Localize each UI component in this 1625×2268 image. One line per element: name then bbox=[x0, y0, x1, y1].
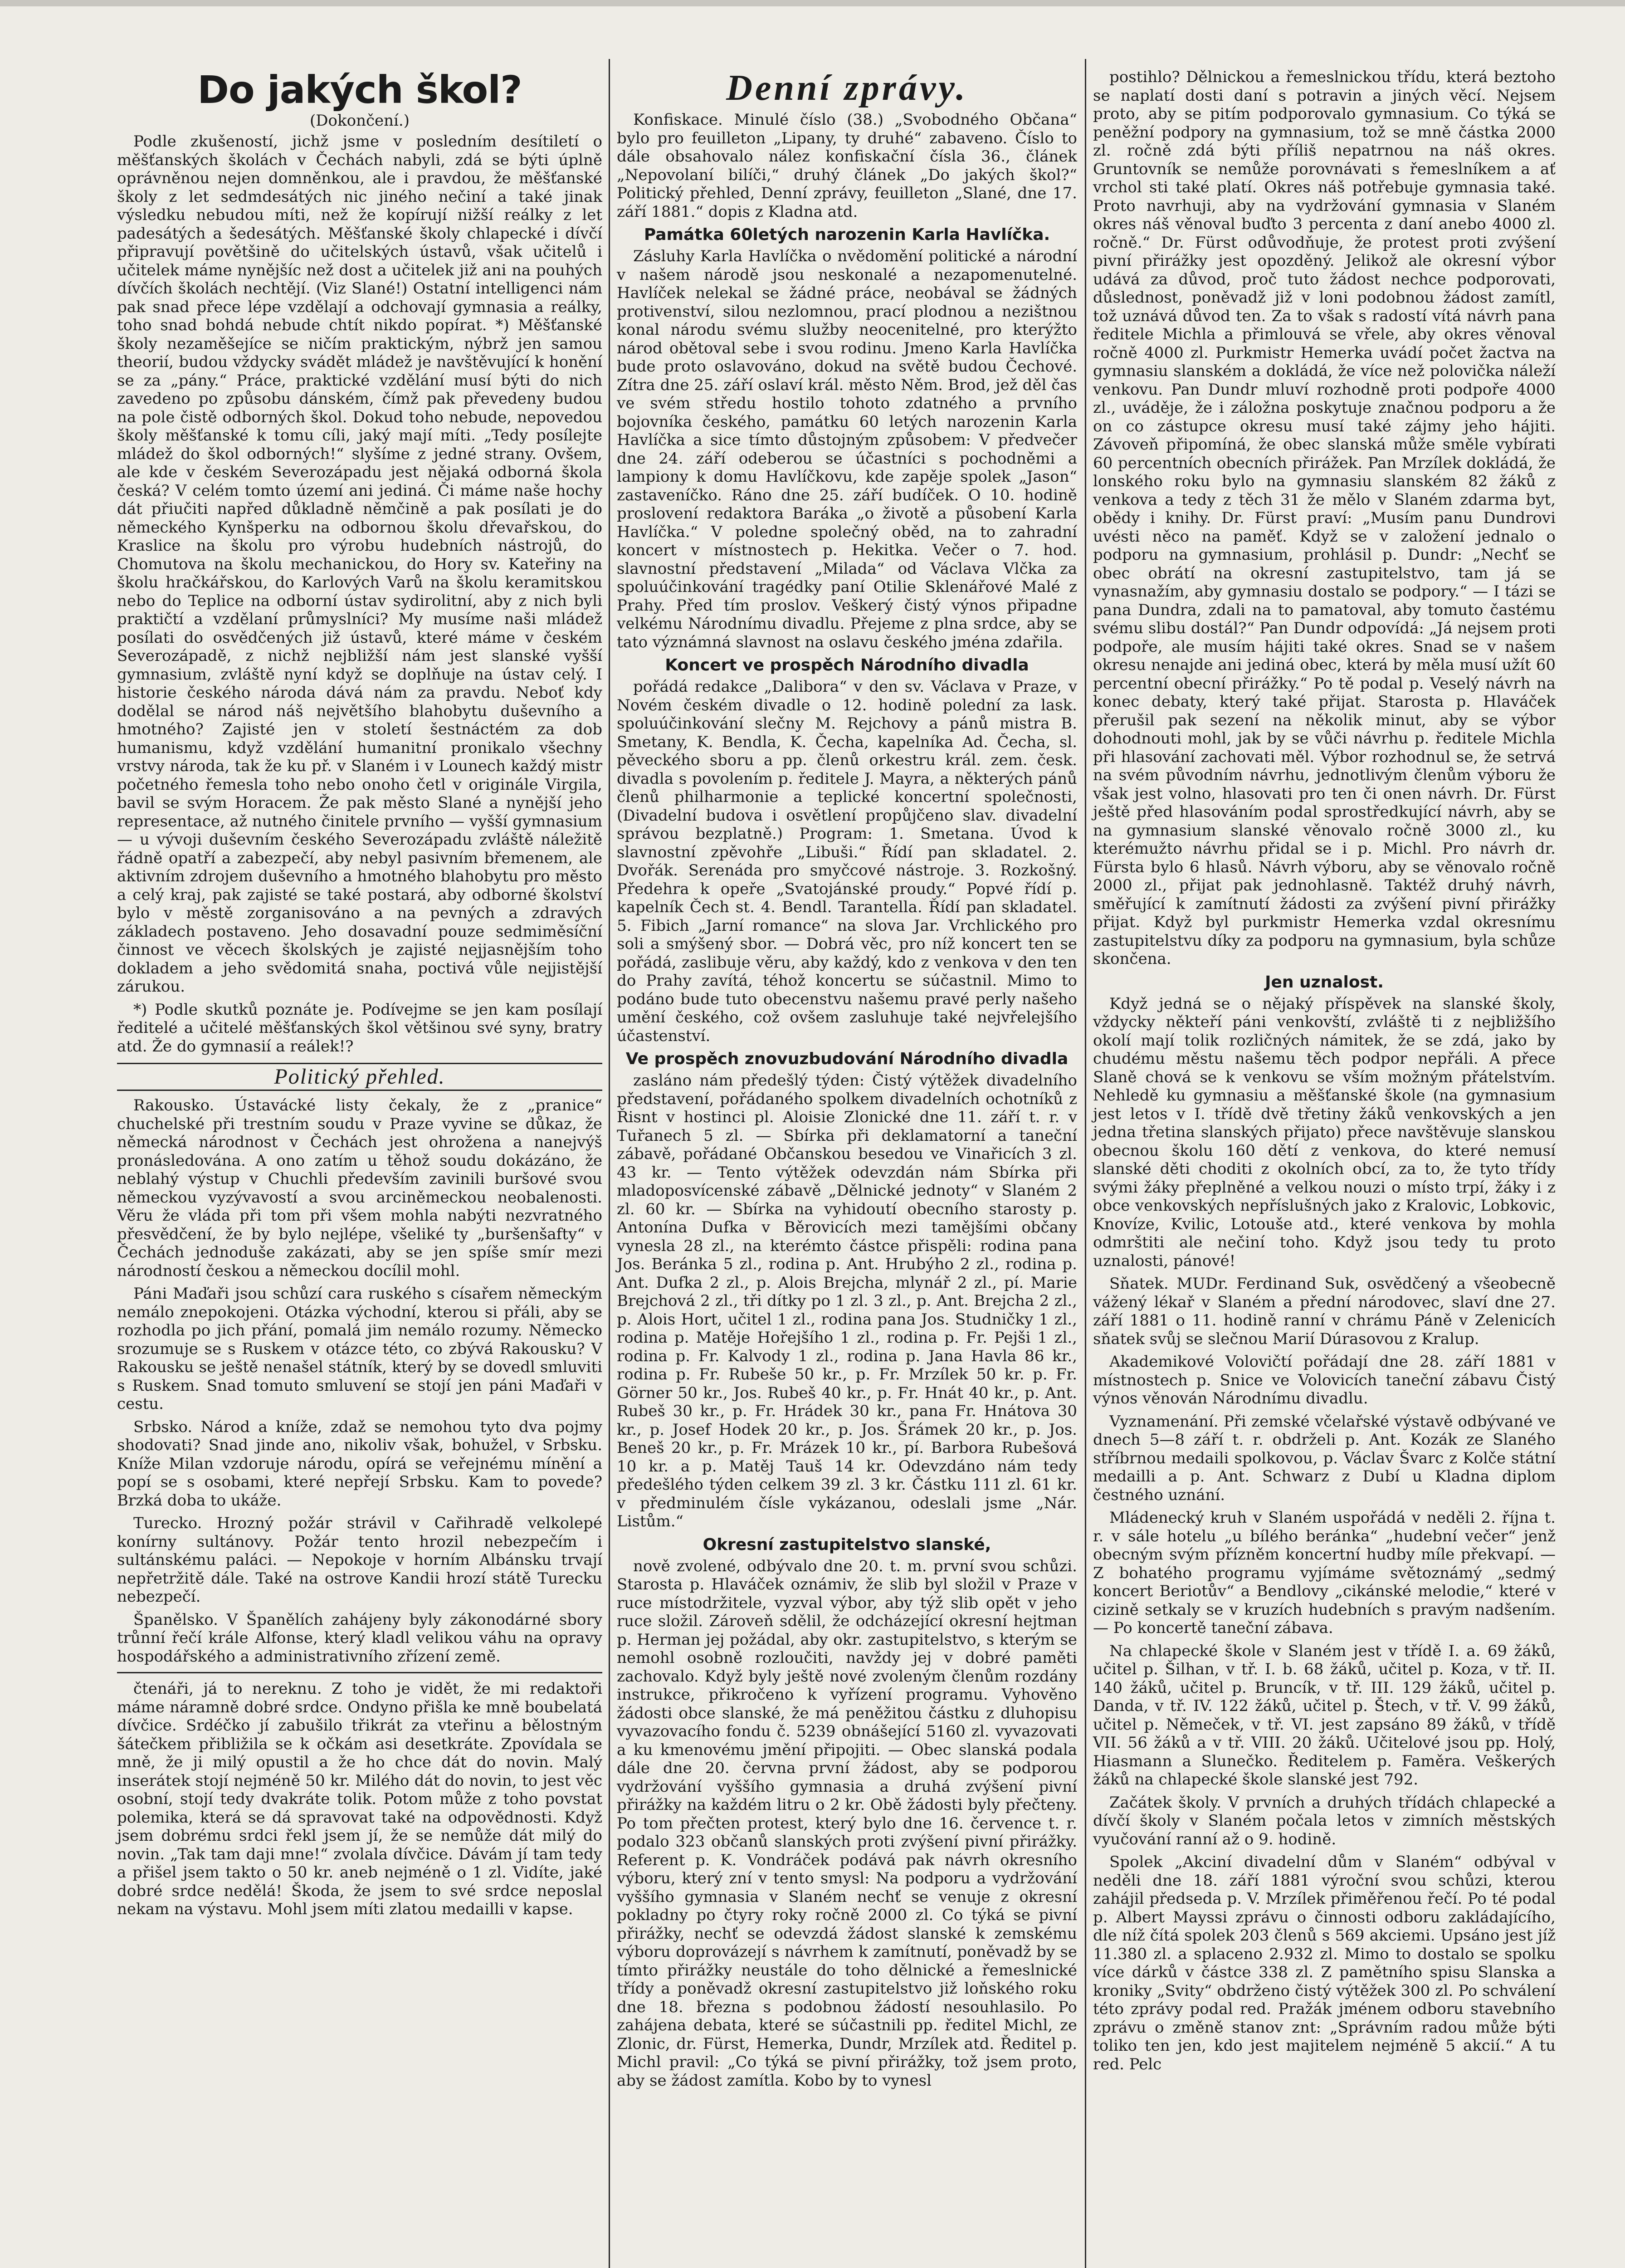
news-paragraph: Turecko. Hrozný požár strávil v Cařihradě velkolepé konírny sultánovy. Požár tento hrozil nebezpečím i sultánskému paláci. — Nepokoje v horním Albánsku trvají nepřetržitě dále. Také na ostrove Kandii hrozí státě Turecku nebezpečí. bbox=[117, 1514, 602, 1606]
feuilleton-paragraph: čtenáři, já to nereknu. Z toho je vidět, že mi redaktoři máme náramně dobré srdce. Ondyno přišla ke mně boubelatá dívčice. Srdéčko jí zabušilo třikrát za vteřinu a bělostným šátečkem přibližila se k očkám asi desetkráte. Zpovídala se mně, že ji milý opustil a že ho chce dát do novin. Malý inserátek stojí nejméně 50 kr. Milého dát do novin, to jest věc osobní, stojí tedy dvakráte tolik. Potom může z toho povstat polemika, která se dá spravovat také na odpovědnosti. Když jsem dobrému srdci řekl jsem jí, že se nemůže dát milý do novin. „Tak tam daji mne!“ zvolala dívčice. Dávám jí tam tedy a přišel jsem takto o 50 kr. aneb nejméně o 1 zl. Vidíte, jaké dobré srdce nedělá! Škoda, že jsem to své srdce neposlal nekam na výstavu. Mohl jsem míti zlatou medailli v kapse. bbox=[117, 1680, 602, 1918]
news-paragraph: postihlo? Dělnickou a řemeslnickou třídu, která beztoho se naplatí dosti daní s potravin a jiných věcí. Nejsem proto, aby se pitím podporovalo gymnasium. Co týká se peněžní podpory na gymnasium, tož se mně částka 2000 zl. ročně zdá býti příliš nepatrnou na náš okres. Gruntovník se nemůže porovnávati s řemeslníkem a ať vrchol sti také platí. Okres náš potřebuje gymnasia také. Proto navrhuji, aby na vydržování gymnasia v Slaném okres náš věnoval buďto 3 percenta z daní anebo 4000 zl. ročně.“ Dr. Fürst odůvodňuje, že protest proti zvýšení pivní přirážky jest opozděný. Jelikož ale okresní výbor udává za důvod, proč tuto žádost nechce podporovati, důslednost, poněvadž již v loni podobnou žádost zamítl, tož uznává důvod ten. Za to však s radostí vítá návrh pana ředitele Michla a přimlouvá se vřele, aby okres věnoval ročně 4000 zl. Purkmistr Hemerka uvádí počet žactva na gymnasiu slanském a dokládá, že více než polovička náleží venkovu. Pan Dundr mluví rozhodně proti podpoře 4000 zl., uváděje, že i záložna poskytuje značnou podporu a že on co zástupce okresu musí také zájmy jeho hájiti. Závoveň připomíná, že obec slanská může směle vybírati 60 percentních obecních přirážek. Pan Mrzílek dokládá, že lonského roku bylo na gymnasiu slanském 82 žáků z venkova a tedy z těch 31 že mělo v Slaném zdarma byt, obědy i knihy. Dr. Fürst praví: „Musím panu Dundrovi uvésti něco na paměť. Když se v založení jednalo o podporu na gymnasium, prohlásil p. Dundr: „Nechť se obec obrátí na okresní zastupitelstvo, tam já se vynasnažím, aby gymnasiu dostalo se podpory.“ — I tázi se pana Dundra, zdali na to pamatoval, aby tomuto častému svému slibu dostál?“ Pan Dundr odpovídá: „Já nejsem proti podpoře, ale musím hájiti také okres. Snad se v našem okresu nenajde ani jediná obec, která by měla musí užít 60 percentní obecní přirážky.“ Po tě podal p. Veselý návrh na konec debaty, který také přijat. Starosta p. Hlaváček přerušil pak sezení na několik minut, aby se výbor dohodnouti mohl, jak by se vůči návrhu p. ředitele Michla při hlasování zachovati měl. Výbor rozhodnul se, že setrvá na svém původním návrhu, jednotlivým členům výboru že však jest volno, hlasovati pro ten či onen návrh. Dr. Fürst ještě před hlasováním podal sprostředkující návrh, aby se na gymnasium slanské věnovalo ročně 3000 zl., ku kterémužto návrhu přidal se i p. Michl. Pro návrh dr. Fürsta bylo 6 hlasů. Návrh výboru, aby se věnovalo ročně 2000 zl., přijat pak jednohlasně. Taktéž druhý návrh, směřující k zamítnutí žádosti za zvýšení pivní přirážky přijat. Když byl purkmistr Hemerka vzdal okresnímu zastupitelstvu díky za podporu na gymnasium, byla schůze skončena. bbox=[1093, 68, 1556, 968]
news-paragraph: zasláno nám předešlý týden: Čistý výtěžek divadelního představení, pořádaného spolkem divadelních ochotníků z Řisnt v hostinci pl. Aloisie Zlonické dne 11. září t. r. v Tuřanech 5 zl. — Sbírka při deklamatorní a taneční zábavě, pořádané Občanskou besedou ve Vinařicích 3 zl. 43 kr. — Tento výtěžek odevzdán nám Sbírka při mladoposvícenské zábavě „Dělnické jednoty“ v Slaném 2 zl. 60 kr. — Sbírka na vyhidoutí obecního starosty p. Antonína Dufka v Běrovicích mezi tamějšími občany vynesla 28 zl., na kterémto částce přispěli: rodina pana Jos. Beránka 5 zl., rodina p. Ant. Hrubýho 2 zl., rodina p. Ant. Dufka 2 zl., p. Alois Brejcha, mlynář 2 zl., pí. Marie Brejchová 2 zl., tři dítky po 1 zl. 3 zl., p. Ant. Brejcha 2 zl., p. Alois Hort, učitel 1 zl., rodina pana Jos. Studničky 1 zl., rodina p. Matěje Hořejšího 1 zl., rodina p. Fr. Pejši 1 zl., rodina p. Fr. Kalvody 1 zl., rodina p. Jana Havla 86 kr., rodina p. Fr. Rubeše 50 kr., p. Fr. Mrzílek 50 kr. p. Fr. Görner 50 kr., Jos. Rubeš 40 kr., p. Fr. Hnát 40 kr., p. Ant. Rubeš 30 kr., p. Fr. Hrádek 30 kr., pana Fr. Hnátova 30 kr., p. Josef Hodek 20 kr., p. Jos. Šrámek 20 kr., p. Jos. Beneš 20 kr., p. Fr. Mrázek 10 kr., pí. Barbora Rubešová 10 kr. a p. Matěj Tauš 14 kr. Odevzdáno nám tedy předešlého týden celkem 39 zl. 3 kr. Částku 111 zl. 61 kr. v předminulém čísle vykázanou, odeslali jsme „Nár. Listům.“ bbox=[617, 1071, 1077, 1530]
news-paragraph: Zásluhy Karla Havlíčka o nvědomění politické a národní v našem národě jsou neskonalé a nezapomenutelné. Havlíček nelekal se žádné práce, neobával se žádných protivenství, silou nezlomnou, prací plodnou a nezištnou konal národu svému služby neocenitelné, pro kterýžto národ obětoval sebe i svou rodinu. Jmeno Karla Havlíčka bude proto oslavováno, dokud na světě budou Čechové. Zítra dne 25. září oslaví král. město Něm. Brod, jež děl čas ve svém středu hostilo tohoto zdatného a prvního bojovníka českého, památku 60 letých narozenin Karla Havlíčka a sice tímto důstojným způsobem: V předvečer dne 24. září odeberou se účastníci s pochodněmi a lampiony k domu Havlíčkovu, kde zapěje spolek „Jason“ zastaveníčko. Ráno dne 25. září budíček. O 10. hodině proslovení redaktora Baráka „o životě a působení Karla Havlíčka.“ V poledne společný oběd, na to zahradní koncert v místnostech p. Hekitka. Večer o 7. hod. slavnostní představení „Milada“ od Václava Vlčka za spoluúčinkování tragédky paní Otilie Sklenářové Malé z Prahy. Před tím proslov. Veškerý čistý výnos připadne velkému Národnímu divadlu. Přejeme z plna srdce, aby se tato význámná slavnost na oslavu českého jména zdařila. bbox=[617, 247, 1077, 651]
news-paragraph: nově zvolené, odbývalo dne 20. t. m. první svou schůzi. Starosta p. Hlaváček oznámiv, že slib byl složil v Praze v ruce místodržitele, vyzval výbor, aby týž slib opět v jeho ruce složil. Zároveň sdělil, že odcházející okresní hejtman p. Herman jej požádal, aby okr. zastupitelstvo, s kterým se nemohl osobně rozloučiti, navždy jej v dobré paměti zachovalo. Když byly ještě nové zvoleným členům rozdány instrukce, přikročeno k vyřízení programu. Vyhověno žádosti obce slanské, že má peněžitou částku z dluhopisu vyvazovacího fondu č. 5239 obnášející 5160 zl. vyvazovati a ku kmenovému jmění připojiti. — Obec slanská podala dále dne 20. června první žádost, aby se podporou vydržování vyššího gymnasia a druhá zvýšení pivní přirážky na každém litru o 2 kr. Obě žádosti byly přečteny. Po tom přečten protest, který bylo dne 16. července t. r. podalo 323 občanů slanských proti zvýšení pivní přirážky. Referent p. K. Vondráček podává pak návrh okresního výboru, který zní v tento smysl: Na podporu a vydržování vyššího gymnasia v Slaném nechť se venuje z okresní pokladny po čtyry roky ročně 2000 zl. Co týká se pivní přirážky, nechť se odevzdá žádost slanské k zemskému výboru doprovázejí s návrhem k zamítnutí, poněvadž by se tímto přirážky neustále do toho dělnické a řemeslnické třídy a poněvadž okresní zastupitelstvo již loňského roku dne 18. března s podobnou žádostí nesouhlasilo. Po zahájena debata, které se súčastnili pp. ředitel Michl, ze Zlonic, dr. Fürst, Hemerka, Dundr, Mrzílek atd. Ředitel p. Michl pravil: „Co týká se pivní přirážky, tož jsem proto, aby se žádost zamítla. Kobo by to vynesl bbox=[617, 1557, 1077, 2090]
news-paragraph: Vyznamenání. Při zemské včelařské výstavě odbývané ve dnech 5—8 září t. r. obdrželi p. Ant. Kozák ze Slaného stříbrnou medaili spolkovou, p. Václav Švarc z Kolče státní medailli a p. Ant. Schwarz z Dubí u Kladna diplom čestného uznání. bbox=[1093, 1412, 1556, 1504]
scan-top-edge bbox=[0, 0, 1625, 6]
column-divider bbox=[1085, 59, 1086, 2268]
news-paragraph: Začátek školy. V prvních a druhých třídách chlapecké a dívčí školy v Slaném počala letos v zimních městských vyučování ranní až o 9. hodině. bbox=[1093, 1793, 1556, 1848]
news-paragraph: Mládenecký kruh v Slaném uspořádá v neděli 2. října t. r. v sále hotelu „u bílého beránka“ „hudební večer“ jenž obecným svým přízněm koncertní hudby míle překvapí. — Z bohatého programu vyjímáme světoznámý „sedmý koncert Beriotův“ a Bendlovy „cikánské melodie,“ které v cizině setkaly se v kruzích hudebních s pravým nadšením. — Po koncertě taneční zábava. bbox=[1093, 1509, 1556, 1637]
column-right bbox=[1093, 68, 1556, 2078]
news-paragraph: Na chlapecké škole v Slaném jest v třídě I. a. 69 žáků, učitel p. Šilhan, v tř. I. b. 68 žáků, učitel p. Koza, v tř. II. 140 žáků, učitel p. Bruncík, v tř. III. 129 žáků, učitel p. Danda, v tř. IV. 122 žáků, učitel p. Štech, v tř. V. 99 žáků, učitel p. Němeček, v tř. VI. jest zapsáno 89 žáků, v třídě VII. 56 žáků a v tř. VIII. 20 žáků. Učitelové jsou pp. Holý, Hiasmann a Slunečko. Ředitelem p. Faměra. Veškerých žáků na chlapecké škole slanské jest 792. bbox=[1093, 1642, 1556, 1789]
article-paragraph: Podle zkušeností, jichž jsme v posledním desítiletí o měšťanských školách v Čechách nabyli, zdá se býti úplně oprávněnou nejen domněnkou, ale i pravdou, že měšťanské školy z let sedmdesátých nic jiného nečiní a také jinak výsledku nebudou míti, než že kopírují nižší reálky z let padesátých a šedesátých. Měšťanské školy chlapecké i dívčí připravují povětšině do učitelských ústavů, však učitelů i učitelek máme nynějšíc než dost a učitelek již ani na pouhých dívčích školách nechtějí. (Viz Slané!) Ostatní intelligenci nám pak snad přece lépe vzdělají a odchovají gymnasia a reálky, toho snad bohdá nebude chtít nikdo popírat. *) Měšťanské školy nezaměšejíce se ničím praktickým, nýbrž jen samou theorií, budou vždycky svádět mládež je navštěvující k honění se za „pány.“ Práce, praktické vzdělání musí býti do nich zavedeno po způsobu dánském, čímž pak převedeny budou na pole čistě odborných škol. Dokud toho nebude, nepovedou školy měšťanské k tomu cíli, jaký mají míti. „Tedy posílejte mládež do škol odborných!“ slyšíme z jedné strany. Ovšem, ale kde v českém Severozápadu jest nějaká odborná škola česká? V celém tomto území ani jediná. Či máme naše hochy dát přiučiti napřed důkladně němčině a pak posílati je do německého Kynšperku na odbornou školu dřevařskou, do Kraslice na školu pro výrobu hudebních nástrojů, do Chomutova na školu mechanickou, do Hory sv. Kateřiny na školu hračkářskou, do Karlových Varů na školu keramitskou nebo do Teplice na odborní ústav sydirolitní, aby z nich byli praktičtí a vzdělaní průmyslníci? My musíme naši mládež posílati do osvědčených již ústavů, které máme v českém Severozápadě, z nichž nejbližší nám jest slanské vyšší gymnasium, zvláště nyní když se doplňuje na ústav celý. I historie českého národa dává nám za pravdu. Neboť kdy dodělal se národ náš největšího blahobytu duševního a hmotného? Zajisté jen v století šestnáctém za dob humanismu, když vzdělání humanitní pronikalo všechny vrstvy národa, tak že ku př. v Slaném i v Lounech každý mistr početného řemesla toho nebo onoho četl v originále Virgila, bavil se svým Horacem. Že pak město Slané a nynější jeho representace, až nutného činitele prvního — vyšší gymnasium — u vývoji duševním českého Severozápadu zvláště náležitě řádně opatří a zabezpečí, aby nebyl pasivním břemenem, ale aktivním zdrojem duševního a hmotného blahobytu pro město a celý kraj, pak zajisté se také postará, aby odborné školství bylo v městě zorganisováno a na pevných a zdravých základech postaveno. Jeho dosavadní pouze sedmiměsíční činnost ve věcech školských je zajisté nejjasnějším toho dokladem a jeho svědomitá snaha, poctivá vůle nejjistější zárukou. bbox=[117, 132, 602, 996]
news-paragraph: Rakousko. Ústavácké listy čekaly, že z „pranice“ chuchelské při trestním soudu v Praze vyvine se důkaz, že německá národnost v Čechách jest ohrožena a nanejvýš pronásledována. A ono zatím u těhož soudu dokázáno, že neblahý výstup v Chuchli především zavinili buršové svou německou vyzývavostí a svou arciněmeckou neobalenosti. Věru že vláda při tom při všem mohla nabýti nezvratného přesvědčení, že by bylo nejlépe, všeliké ty „buršenšafty“ v Čechách jednoduše zakázati, aby se jen spíše smír mezi národností českou a německou docílil mohl. bbox=[117, 1096, 602, 1280]
column-divider bbox=[609, 59, 610, 2268]
news-paragraph: Když jedná se o nějaký příspěvek na slanské školy, vždycky někteří páni venkovští, zvláště ti z nejbližšího okolí mají tolik rozličných námitek, že se zdá, jako by chudému městu našemu těch podpor nepřáli. A přece Slaně chová se k venkovu se vším možným přátelstvím. Nehledě ku gymnasiu a měšťanské škole (na gymnasium jest letos v I. třídě dvě třetiny žáků venkovských a jen jedna třetina slanských přijato) přece navštěvuje slanskou obecnou školu 160 dětí z venkova, do které nemusí slanské děti choditi z okolních obcí, za to, že tyto třídy svými žáky přeplněné a velkou nouzi o místo trpí, žáky i z obce venkovských nepříslušných jako z Kralovic, Lobkovic, Knovíze, Kvilic, Lotouše atd., které venkova by mohla odmrštiti ale nečiní toho. Když jsou tedy tu proto uznalosti, pánové! bbox=[1093, 994, 1556, 1270]
news-heading: Okresní zastupitelstvo slanské, bbox=[703, 1535, 991, 1554]
news-paragraph: Akademikové Volovičtí pořádají dne 28. září 1881 v místnostech p. Snice ve Volovicích taneční zábavu Čistý výnos věnován Národnímu divadlu. bbox=[1093, 1353, 1556, 1408]
news-paragraph: pořádá redakce „Dalibora“ v den sv. Václava v Praze, v Novém českém divadle o 12. hodině polední za lask. spoluúčinkování slečny M. Rejchovy a pánů mistra B. Smetany, K. Bendla, K. Čecha, kapelníka Ad. Čecha, sl. pěveckého sboru a pp. členů orkestru král. zem. česk. divadla s povolením p. ředitele J. Mayra, a některých pánů členů philharmonie a teplické koncertní společnosti, (Divadelní budova i osvětlení propůjčeno slav. divadelní správou bezplatně.) Program: 1. Smetana. Úvod k slavnostní zpěvohře „Libuši.“ Řídí pan skladatel. 2. Dvořák. Serenáda pro smyčcové nástroje. 3. Rozkošný. Předehra k opeře „Svatojánské proudy.“ Popvé řídí p. kapelník Čech st. 4. Bendl. Tarantella. Řídí pan skladatel. 5. Fibich „Jarní romance“ na slova Jar. Vrchlického pro soli a smýšený sbor. — Dobrá věc, pro níž koncert ten se pořádá, zaslibuje věru, aby každý, kdo z venkova v den ten do Prahy zavítá, téhož koncertu se súčastnil. Mimo to podáno bude tuto obecenstvu našemu pravé perly našeho umění českého, což ovšem zasluhuje také nejvřelejšího účastenství. bbox=[617, 678, 1077, 1045]
news-paragraph: Sňatek. MUDr. Ferdinand Suk, osvědčený a všeobecně vážený lékař v Slaném a přední národovec, slaví dne 27. září 1881 o 11. hodině ranní v chrámu Páně v Zelenicích sňatek svůj se slečnou Marií Dúrasovou z Kralup. bbox=[1093, 1275, 1556, 1348]
section-title: Denní zprávy. bbox=[726, 68, 968, 108]
news-heading: Ve prospěch znovuzbudování Národního divadla bbox=[625, 1050, 1069, 1068]
news-paragraph: Španělsko. V Španělích zahájeny byly zákonodárné sbory trůnní řečí krále Alfonse, který kladl velikou váhu na opravy hospodářského a administrativního zřízení země. bbox=[117, 1610, 602, 1666]
news-paragraph: Srbsko. Národ a kníže, zdaž se nemohou tyto dva pojmy shodovati? Snad jinde ano, nikoliv však, bohužel, v Srbsku. Kníže Milan vzdoruje národu, opírá se veřejnému mínění a popí se s osobami, které nepřejí Srbsku. Kam to povede? Brzká doba to ukáže. bbox=[117, 1418, 602, 1510]
news-paragraph: Páni Maďaři jsou schůzí cara ruského s císařem německým nemálo znepokojeni. Otázka východní, kterou si přáli, aby se rozhodla po jich přání, pomalá jim nemálo rozumy. Německo srozumuje se s Ruskem v otázce této, co zbývá Rakousku? V Rakousku se ještě nenašel státník, který by se dovedl smluviti s Ruskem. Snad tomuto smluvení se stojí jen páni Maďaři v cestu. bbox=[117, 1285, 602, 1413]
news-heading: Památka 60letých narozenin Karla Havlíčka. bbox=[644, 225, 1050, 244]
footnote: *) Podle skutků poznáte je. Podívejme se jen kam posílají ředitelé a učitelé měšťanských škol většinou své syny, bratry atd. Že do gymnasií a reálek!? bbox=[117, 1000, 602, 1056]
section-heading: Politický přehled. bbox=[117, 1063, 602, 1091]
news-heading: Jen uznalost. bbox=[1265, 973, 1384, 992]
column-middle bbox=[617, 68, 1077, 2094]
column-left bbox=[117, 68, 602, 1923]
news-paragraph: Konfiskace. Minulé číslo (38.) „Svobodného Občana“ bylo pro feuilleton „Lipany, ty druhé“ zabaveno. Číslo to dále obsahovalo nález konfiskační čísla 36., článek „Nepovolaní bilíči,“ druhý článek „Do jakých škol?“ Politický přehled, Denní zprávy, feuilleton „Slané, dne 17. září 1881.“ dopis z Kladna atd. bbox=[617, 111, 1077, 221]
divider bbox=[117, 1672, 602, 1673]
news-paragraph: Spolek „Akciní divadelní dům v Slaném“ odbýval v neděli dne 18. září 1881 výroční svou schůzi, kterou zahájil předseda p. V. Mrzílek přiměřenou řečí. Po té podal p. Albert Mayssi zprávu o činnosti odboru zakládajícího, dle níž čítá spolek 203 členů s 569 akciemi. Upsáno jest jíž 11.380 zl. a splaceno 2.932 zl. Mimo to dostalo se spolku více dárků v částce 338 zl. Z pamětního spisu Slanska a kroniky „Svity“ obdrženo čistý výtěžek 300 zl. Po schválení této zprávy podal red. Pražák jménem odboru stavebního zprávu o změně stanov znt: „Správním radou může býti toliko ten jen, kdo jest majitelem nejméně 5 akcií.“ A tu red. Pelc bbox=[1093, 1853, 1556, 2073]
article-subtitle: (Dokončení.) bbox=[310, 112, 410, 130]
article-title: Do jakých škol? bbox=[197, 68, 522, 112]
news-heading: Koncert ve prospěch Národního divadla bbox=[665, 656, 1029, 675]
